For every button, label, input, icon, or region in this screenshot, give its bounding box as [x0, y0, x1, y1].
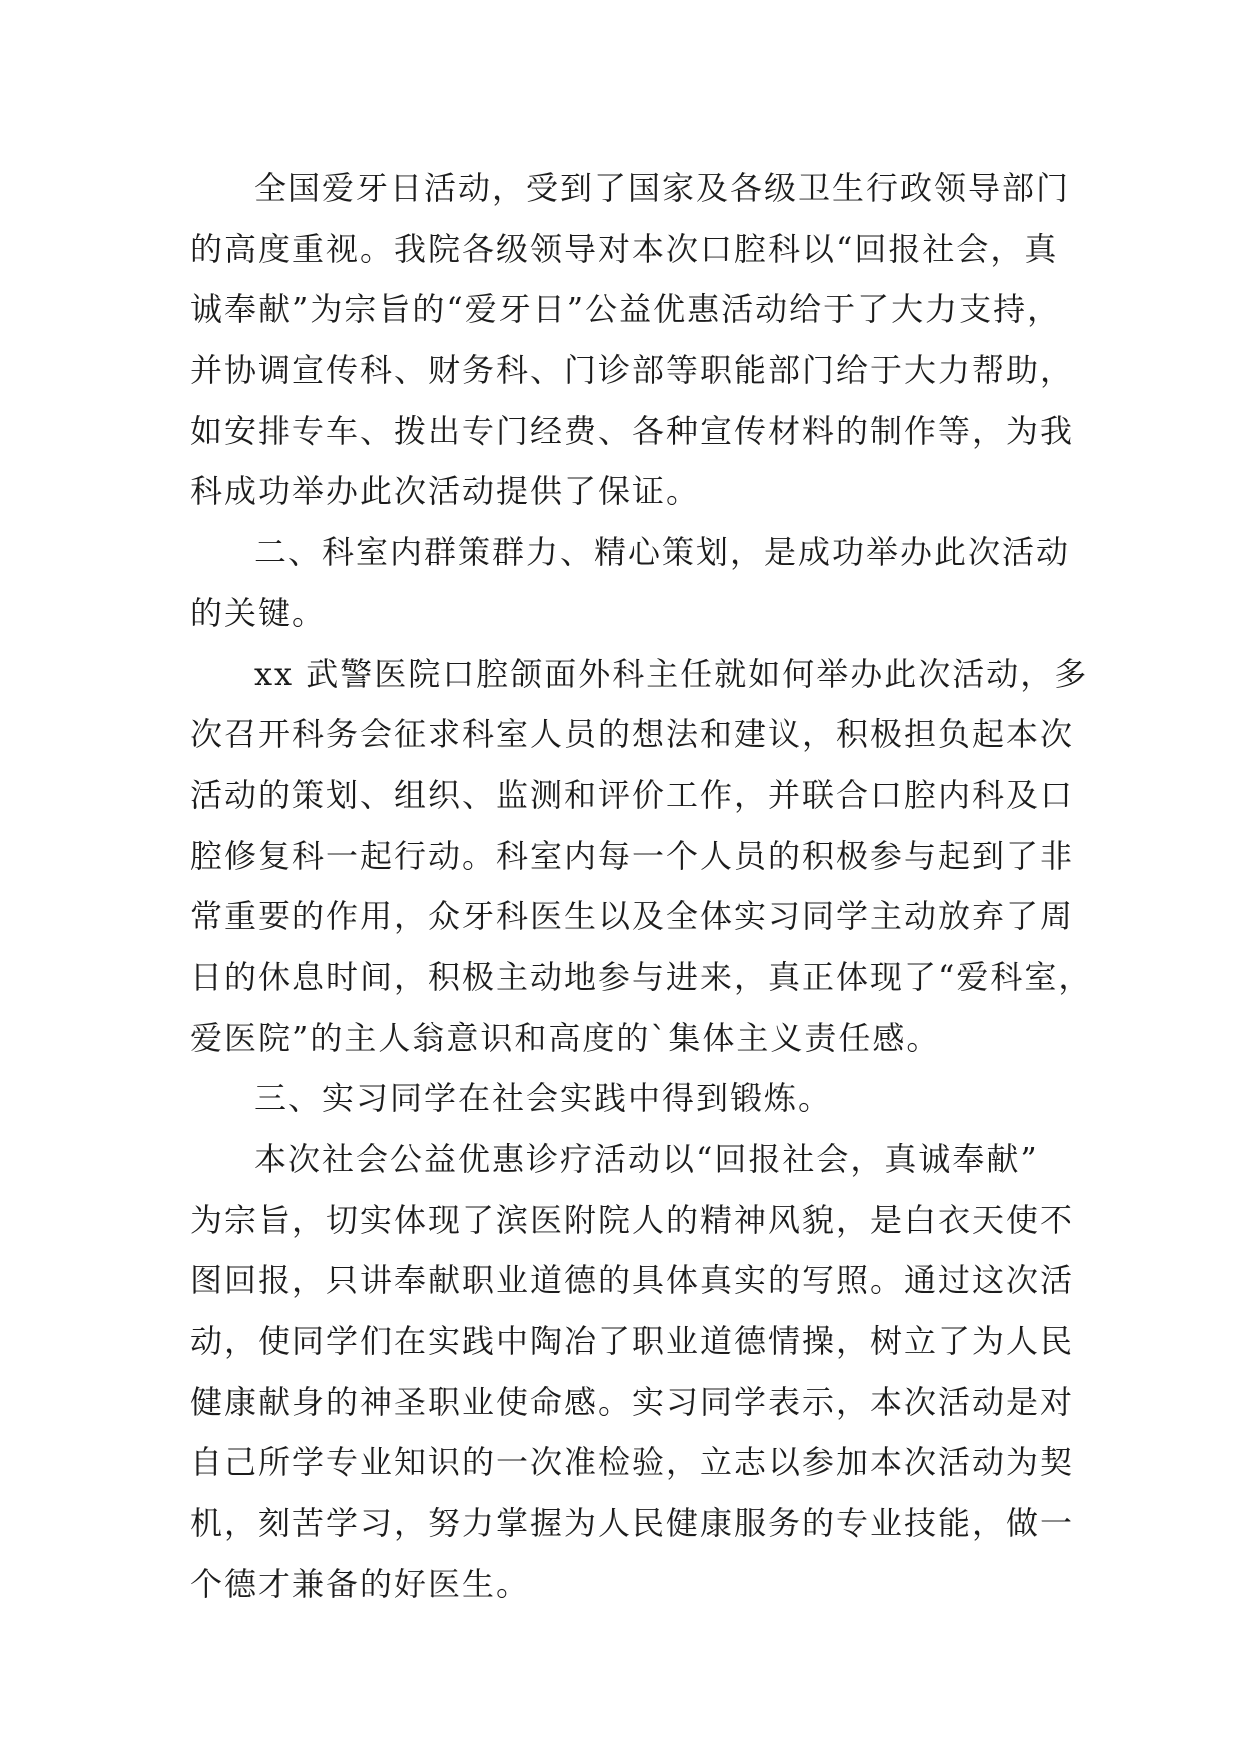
text-line: 如安排专车、拨出专门经费、各种宣传材料的制作等，为我	[190, 411, 1075, 450]
text-line: 日的休息时间，积极主动地参与进来，真正体现了“爱科室，	[190, 957, 1093, 996]
text-line: 的高度重视。我院各级领导对本次口腔科以“回报社会，真	[190, 229, 1059, 268]
text-line: 并协调宣传科、财务科、门诊部等职能部门给于大力帮助，	[190, 351, 1075, 390]
text-line: 活动的策划、组织、监测和评价工作，并联合口腔内科及口	[190, 775, 1075, 814]
text-line: 动，使同学们在实践中陶冶了职业道德情操，树立了为人民	[190, 1322, 1075, 1361]
text-line: 爱医院”的主人翁意识和高度的`集体主义责任感。	[190, 1018, 941, 1057]
text-line: 自己所学专业知识的一次准检验，立志以参加本次活动为契	[190, 1443, 1075, 1482]
text-line: xx 武警医院口腔颌面外科主任就如何举办此次活动，多	[254, 654, 1089, 693]
text-line: 腔修复科一起行动。科室内每一个人员的积极参与起到了非	[190, 836, 1075, 875]
text-line: 机，刻苦学习，努力掌握为人民健康服务的专业技能，做一	[190, 1504, 1075, 1543]
text-line: 科成功举办此次活动提供了保证。	[190, 472, 701, 511]
text-line: 二、科室内群策群力、精心策划，是成功举办此次活动	[254, 533, 1071, 572]
text-line: 全国爱牙日活动，受到了国家及各级卫生行政领导部门	[254, 169, 1071, 207]
text-line: 诚奉献”为宗旨的“爱牙日”公益优惠活动给于了大力支持，	[190, 290, 1062, 329]
text-line: 的关键。	[190, 593, 327, 632]
text-line: 个德才兼备的好医生。	[190, 1564, 531, 1603]
text-line: 为宗旨，切实体现了滨医附院人的精神风貌，是白衣天使不	[190, 1200, 1075, 1239]
text-line: 本次社会公益优惠诊疗活动以“回报社会，真诚奉献”	[254, 1140, 1039, 1178]
document-body	[190, 158, 1093, 1615]
text-line: 图回报，只讲奉献职业道德的具体真实的写照。通过这次活	[190, 1261, 1075, 1300]
text-line: 常重要的作用，众牙科医生以及全体实习同学主动放弃了周	[190, 897, 1075, 936]
text-line: 三、实习同学在社会实践中得到锻炼。	[254, 1079, 833, 1118]
text-line: 次召开科务会征求科室人员的想法和建议，积极担负起本次	[190, 715, 1075, 754]
text-line: 健康献身的神圣职业使命感。实习同学表示，本次活动是对	[190, 1382, 1075, 1421]
